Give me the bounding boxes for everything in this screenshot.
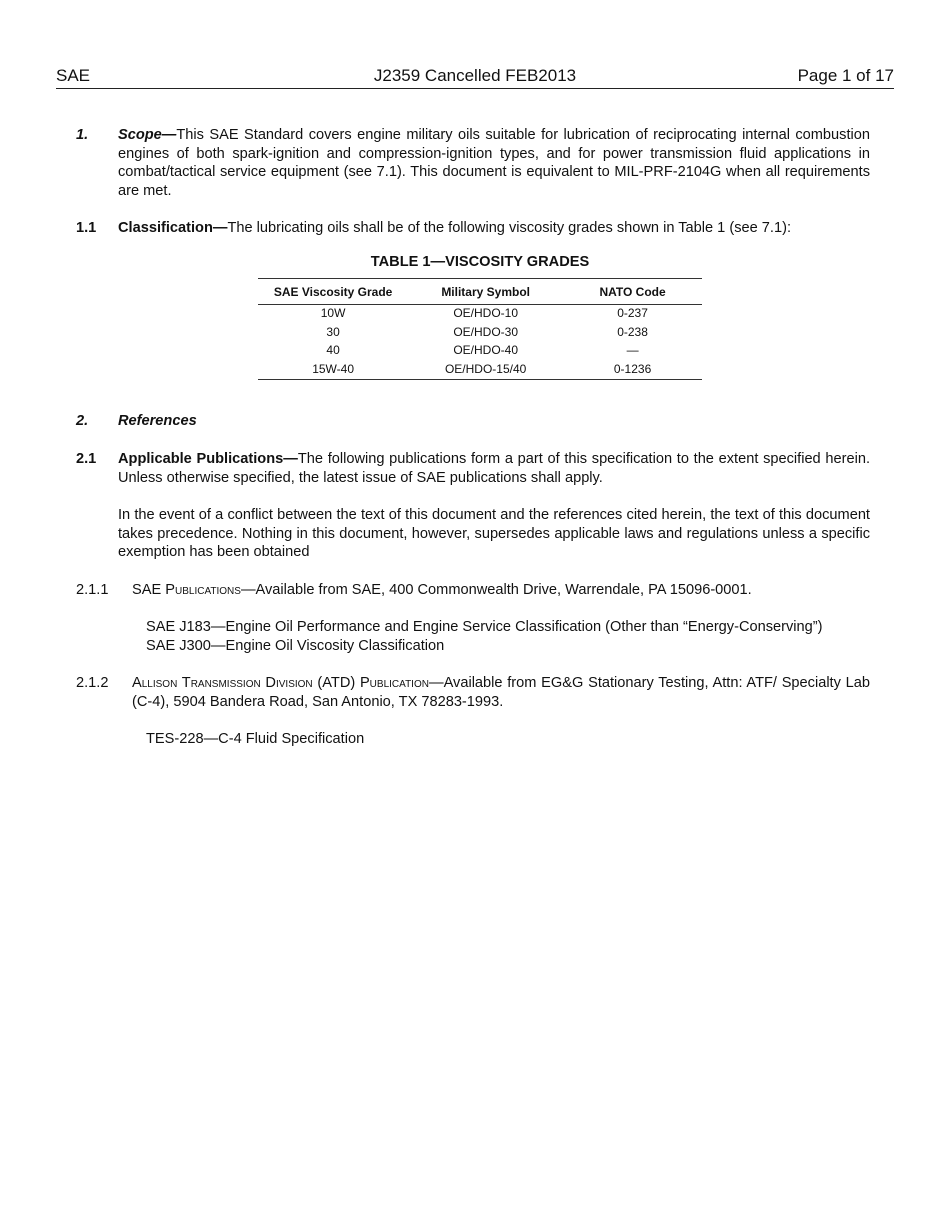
page-header [56, 66, 894, 89]
table-cell: 40 [326, 343, 340, 357]
section-1-1-number: 1.1 [76, 220, 97, 236]
header-document-id: J2359 Cancelled FEB2013 [373, 66, 577, 85]
table-cell: 0-238 [617, 324, 648, 339]
section-2-1-2-atd-publication [132, 674, 870, 711]
section-1-1-text: The lubricating oils shall be of the following viscosity grades shown in Table 1 (see 7.1): [227, 220, 791, 236]
section-2-1-2-title: Allison Transmission Division [132, 675, 313, 691]
section-2-1-2-abbrev: (ATD) [312, 675, 360, 691]
section-2-1-2-text: —Available from EG&G Stationary Testing, Attn: ATF/ Specialty Lab (C-4), 5904 Bandera Road, San Antonio, TX 78283-1993. [132, 675, 870, 710]
section-2-1-text: The following publications form a part of this specification to the extent specified herein. Unless otherwise specified, the latest issue of SAE publications shall apply. [118, 451, 870, 486]
section-1-text: This SAE Standard covers engine military oils suitable for lubrication of reciprocating internal combustion engines of both spark-ignition and compression-ignition types, and for power transmission fluid applications in combat/tactical service equipment (see 7.1). This document is equivalent to MIL-PRF-2104G when all requirements are met. [118, 127, 870, 199]
table-cell: OE/HDO-10 [453, 306, 518, 320]
table-header-cell: SAE Viscosity Grade [258, 279, 408, 305]
section-2-1-applicable-publications [118, 450, 870, 487]
table-cell: 10W [320, 306, 346, 320]
table-cell: 30 [326, 324, 340, 339]
section-2-1-title: Applicable Publications— [118, 451, 298, 467]
section-2-title: References [118, 413, 197, 429]
table-row [258, 305, 702, 324]
viscosity-grades-table [258, 278, 702, 380]
section-2-1-conflict-paragraph: In the event of a conflict between the text of this document and the references cited herein, the text of this document takes precedence. Nothing in this document, however, supersedes applicable laws and regulations unless a specific exemption has been obtained [118, 507, 870, 561]
table-cell: 15W-40 [258, 361, 408, 380]
table-row [258, 324, 702, 343]
section-2-1-2-title2: Publication [359, 675, 429, 691]
section-2-1-1-number: 2.1.1 [76, 582, 109, 598]
header-org: SAE [56, 66, 91, 85]
reference-item: TES-228—C-4 Fluid Specification [146, 731, 365, 747]
section-1-scope [118, 126, 870, 200]
section-1-title: Scope— [118, 127, 177, 143]
section-1-1-classification [118, 219, 870, 238]
table-cell: OE/HDO-40 [453, 343, 518, 357]
table-cell: 0-237 [617, 306, 648, 320]
section-2-number: 2. [76, 413, 89, 429]
reference-item: SAE J183—Engine Oil Performance and Engine Service Classification (Other than “Energy-Conserving”) [146, 619, 823, 635]
section-2-1-1-text: —Available from SAE, 400 Commonwealth Drive, Warrendale, PA 15096-0001. [240, 582, 752, 598]
section-2-1-1-sae-publications [132, 581, 870, 600]
reference-item: SAE J300—Engine Oil Viscosity Classification [146, 638, 445, 654]
section-1-1-title: Classification— [118, 220, 228, 236]
table-header-cell: NATO Code [563, 279, 702, 305]
table-cell: 0-1236 [563, 361, 702, 380]
table-cell: OE/HDO-15/40 [408, 361, 563, 380]
table-cell: OE/HDO-30 [453, 324, 518, 339]
header-page-number: Page 1 of 17 [797, 66, 894, 85]
section-2-1-1-title: SAE Publications [132, 582, 241, 598]
table-caption: TABLE 1—VISCOSITY GRADES [370, 254, 590, 270]
table-cell: — [626, 343, 639, 357]
table-row [258, 361, 702, 380]
table-header-cell: Military Symbol [408, 279, 563, 305]
section-2-1-2-number: 2.1.2 [76, 675, 109, 691]
table-header-row [258, 279, 702, 305]
section-1-number: 1. [76, 127, 89, 143]
table-row [258, 342, 702, 361]
section-2-1-number: 2.1 [76, 451, 97, 467]
